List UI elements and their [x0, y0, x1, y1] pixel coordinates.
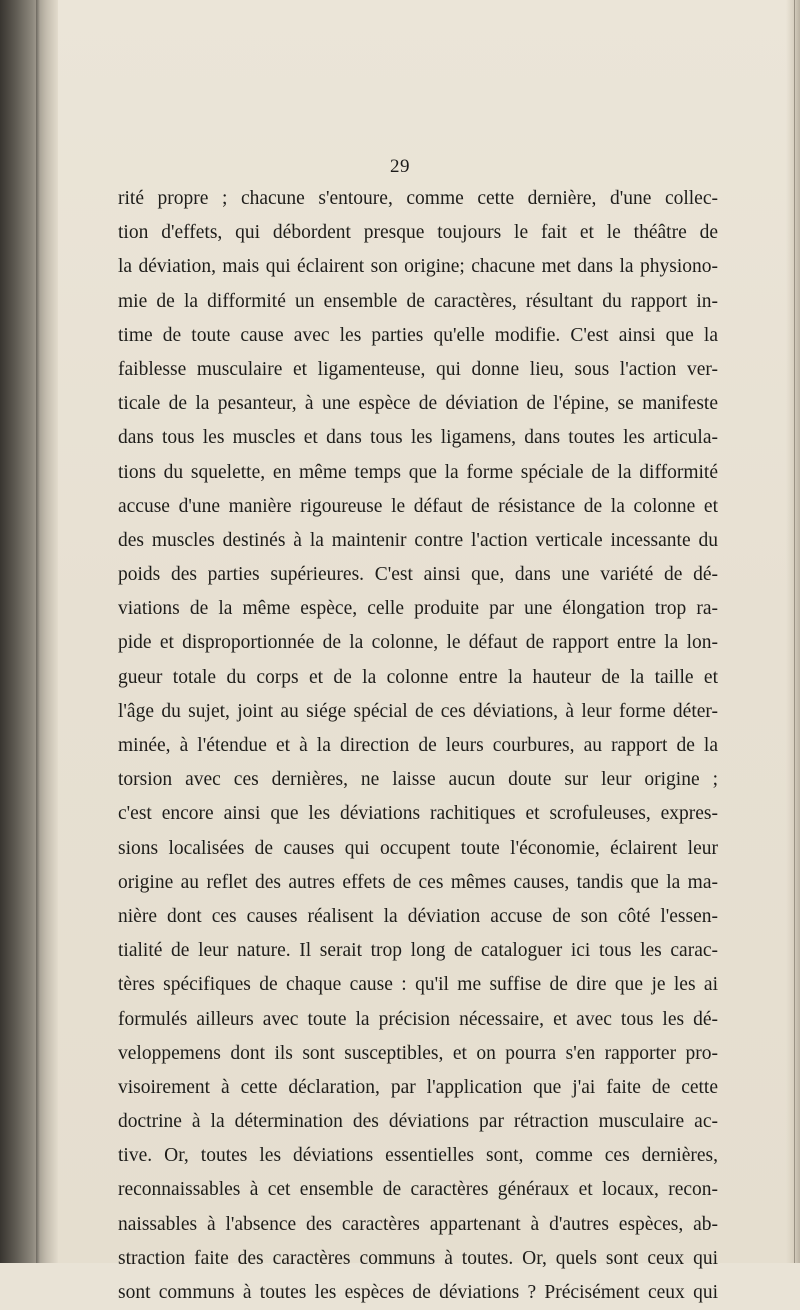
text-line: sont communs à toutes les espèces de déviations ? Précisément ceux qui [118, 1282, 718, 1303]
text-line: tion d'effets, qui débordent presque toujours le fait et le théâtre de [118, 222, 718, 244]
text-line: nière dont ces causes réalisent la déviation accuse de son côté l'essen- [118, 905, 718, 927]
text-line: dans tous les muscles et dans tous les ligamens, dans toutes les articula- [118, 427, 718, 449]
text-line: minée, à l'étendue et à la direction de leurs courbures, au rapport de la [118, 735, 718, 756]
text-line: tères spécifiques de chaque cause : qu'il me suffise de dire que je les ai [118, 974, 718, 996]
binding-shadow [36, 0, 40, 1263]
text-line: torsion avec ces dernières, ne laisse aucun doute sur leur origine ; [118, 769, 718, 791]
text-line: reconnaissables à cet ensemble de caractères généraux et locaux, recon- [118, 1179, 718, 1201]
text-line: doctrine à la détermination des déviations par rétraction musculaire ac- [118, 1111, 718, 1133]
text-line: pide et disproportionnée de la colonne, le défaut de rapport entre la lon- [118, 632, 718, 654]
text-line: visoirement à cette déclaration, par l'application que j'ai faite de cette [118, 1076, 718, 1098]
text-line: c'est encore ainsi que les déviations rachitiques et scrofuleuses, expres- [118, 803, 718, 825]
text-line: ticale de la pesanteur, à une espèce de déviation de l'épine, se manifeste [118, 393, 718, 415]
text-line: formulés ailleurs avec toute la précision nécessaire, et avec tous les dé- [118, 1008, 718, 1030]
text-line: time de toute cause avec les parties qu'elle modifie. C'est ainsi que la [118, 324, 718, 346]
text-line: viations de la même espèce, celle produite par une élongation trop ra- [118, 598, 718, 620]
text-line: sions localisées de causes qui occupent toute l'économie, éclairent leur [118, 837, 718, 859]
text-line: l'âge du sujet, joint au siége spécial de ces déviations, à leur forme déter- [118, 700, 718, 722]
page-number: 29 [390, 156, 410, 177]
body-text [118, 182, 718, 1310]
page-edge-line [794, 0, 795, 1263]
text-line: tive. Or, toutes les déviations essentielles sont, comme ces dernières, [118, 1145, 718, 1167]
text-line: faiblesse musculaire et ligamenteuse, qui donne lieu, sous l'action ver- [118, 358, 718, 380]
text-line: straction faite des caractères communs à toutes. Or, quels sont ceux qui [118, 1247, 718, 1269]
text-line: origine au reflet des autres effets de ces mêmes causes, tandis que la ma- [118, 871, 718, 893]
page-right-edge [786, 0, 800, 1263]
text-line: mie de la difformité un ensemble de caractères, résultant du rapport in- [118, 290, 718, 312]
text-line: veloppemens dont ils sont susceptibles, et on pourra s'en rapporter pro- [118, 1042, 718, 1064]
text-line: tions du squelette, en même temps que la forme spéciale de la difformité [118, 461, 718, 483]
book-binding-edge [0, 0, 58, 1263]
text-line: poids des parties supérieures. C'est ainsi que, dans une variété de dé- [118, 564, 718, 586]
text-line: des muscles destinés à la maintenir contre l'action verticale incessante du [118, 529, 718, 551]
text-line: gueur totale du corps et de la colonne entre la hauteur de la taille et [118, 666, 718, 688]
text-line: rité propre ; chacune s'entoure, comme cette dernière, d'une collec- [118, 188, 718, 209]
text-line: accuse d'une manière rigoureuse le défaut de résistance de la colonne et [118, 495, 718, 517]
text-line: naissables à l'absence des caractères appartenant à d'autres espèces, ab- [118, 1213, 718, 1235]
text-line: la déviation, mais qui éclairent son origine; chacune met dans la physiono- [118, 256, 718, 278]
text-line: tialité de leur nature. Il serait trop long de cataloguer ici tous les carac- [118, 940, 718, 962]
